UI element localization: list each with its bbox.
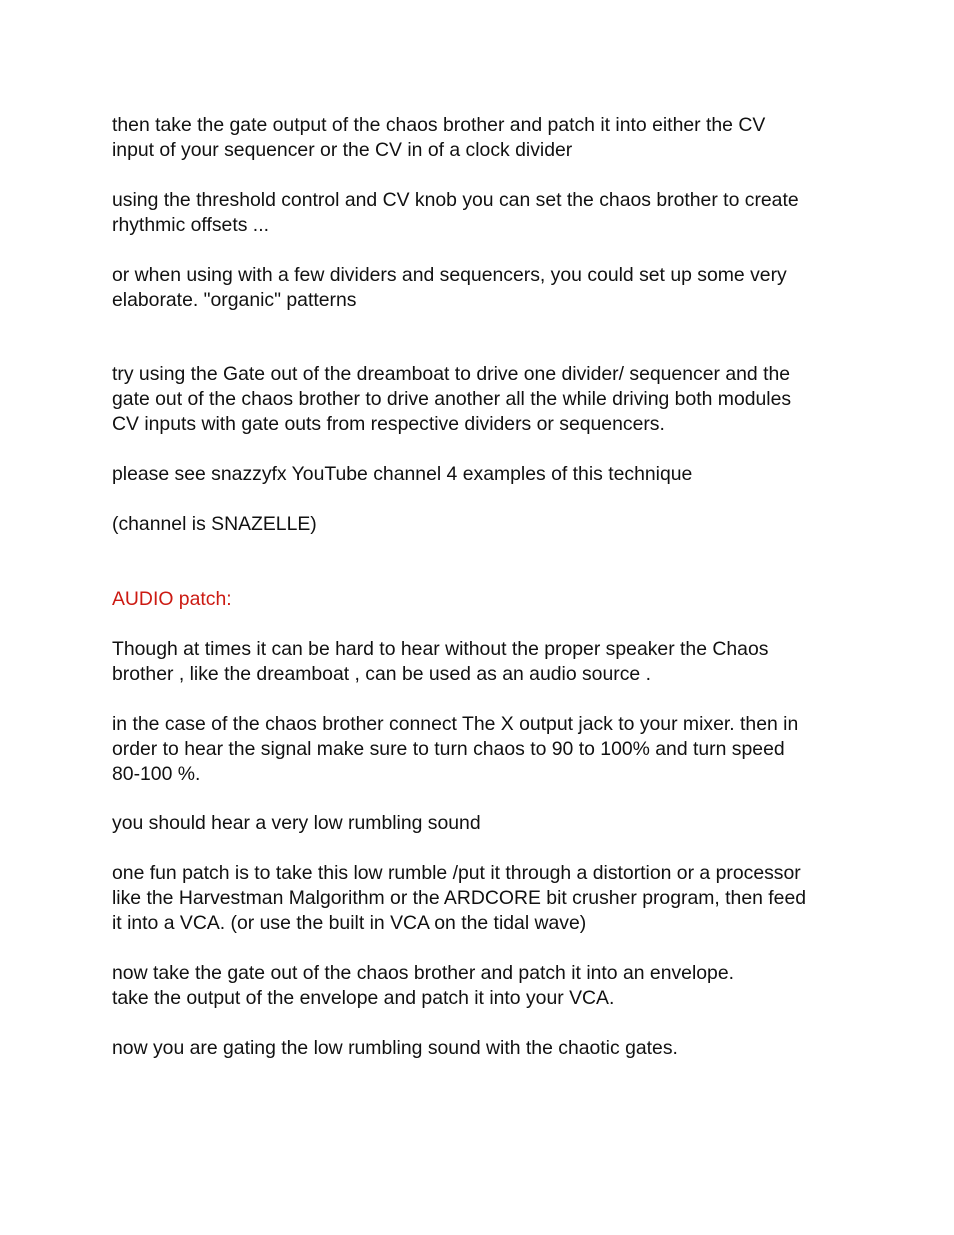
section-heading-audio-patch — [112, 587, 852, 612]
text-line: gate out of the chaos brother to drive another all the while driving both modules — [112, 388, 792, 410]
text-line: using the threshold control and CV knob you can set the chaos brother to create — [112, 189, 799, 211]
paragraph-chaotic-gates — [112, 1036, 852, 1061]
paragraph-rumbling-sound — [112, 811, 852, 836]
text-line: take the output of the envelope and patch it into your VCA. — [112, 987, 615, 1009]
text-line: rhythmic offsets ... — [112, 214, 269, 236]
text-line: 80-100 %. — [112, 763, 201, 785]
paragraph-channel-name — [112, 512, 852, 537]
text-line: please see snazzyfx YouTube channel 4 examples of this technique — [112, 463, 693, 485]
text-line: try using the Gate out of the dreamboat to drive one divider/ sequencer and the — [112, 363, 791, 385]
text-line: now you are gating the low rumbling sound with the chaotic gates. — [112, 1037, 678, 1059]
paragraph-audio-source — [112, 637, 852, 687]
text-line: brother , like the dreamboat , can be used as an audio source . — [112, 663, 651, 685]
text-line: now take the gate out of the chaos brother and patch it into an envelope. — [112, 962, 735, 984]
paragraph-fun-patch — [112, 861, 852, 936]
paragraph-threshold-control — [112, 188, 852, 238]
text-line: then take the gate output of the chaos brother and patch it into either the CV — [112, 114, 766, 136]
paragraph-x-output — [112, 712, 852, 787]
text-line: it into a VCA. (or use the built in VCA on the tidal wave) — [112, 912, 587, 934]
heading-text: AUDIO patch: — [112, 588, 232, 610]
text-line: like the Harvestman Malgorithm or the ARDCORE bit crusher program, then feed — [112, 887, 807, 909]
text-line: (channel is SNAZELLE) — [112, 513, 317, 535]
text-line: you should hear a very low rumbling sound — [112, 812, 481, 834]
text-line: elaborate. "organic" patterns — [112, 289, 357, 311]
paragraph-gate-output — [112, 113, 852, 163]
text-line: input of your sequencer or the CV in of a clock divider — [112, 139, 573, 161]
text-line: one fun patch is to take this low rumble /put it through a distortion or a processor — [112, 862, 801, 884]
paragraph-youtube-channel — [112, 462, 852, 487]
text-line: or when using with a few dividers and sequencers, you could set up some very — [112, 264, 787, 286]
text-line: CV inputs with gate outs from respective dividers or sequencers. — [112, 413, 665, 435]
paragraph-envelope — [112, 961, 852, 1011]
text-line: order to hear the signal make sure to turn chaos to 90 to 100% and turn speed — [112, 738, 785, 760]
text-line: Though at times it can be hard to hear without the proper speaker the Chaos — [112, 638, 769, 660]
text-line: in the case of the chaos brother connect The X output jack to your mixer. then in — [112, 713, 799, 735]
paragraph-dreamboat-gate — [112, 362, 852, 437]
paragraph-dividers-sequencers — [112, 263, 852, 313]
